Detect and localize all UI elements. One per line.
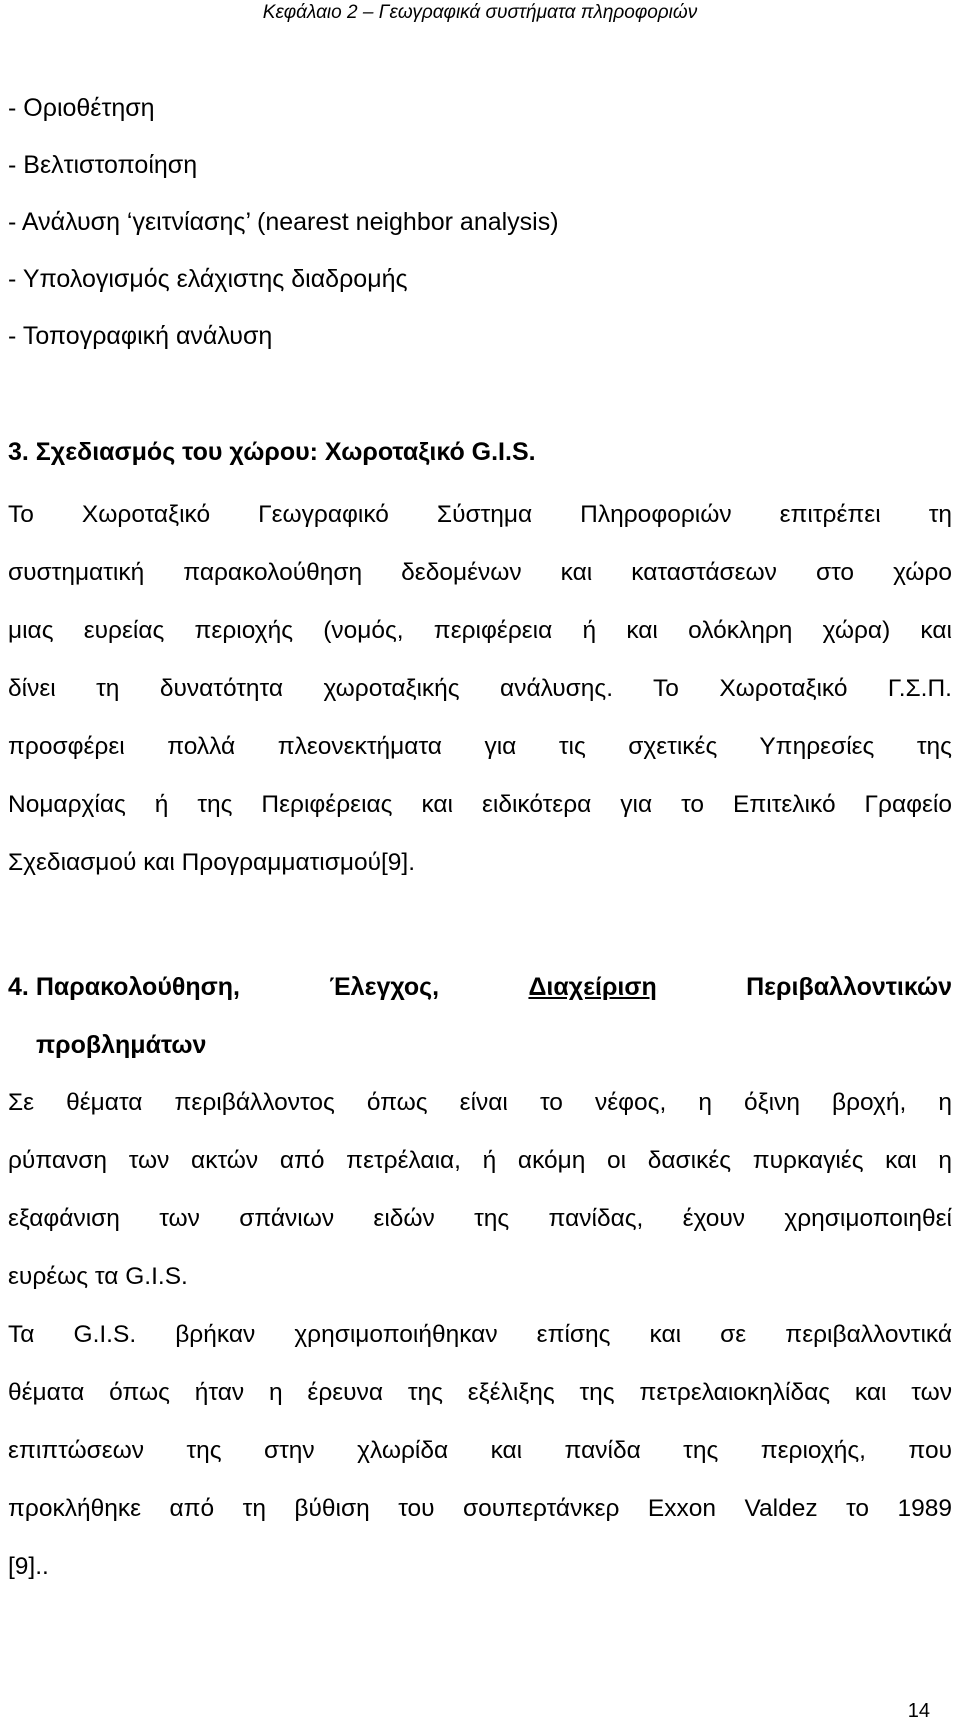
- heading-part: Διαχείριση: [528, 973, 657, 1001]
- paragraph-line: Σχεδιασμού και Προγραμματισμού[9].: [8, 849, 416, 876]
- paragraph-line: προκλήθηκε από τη βύθιση του σουπερτάνκερ Exxon Valdez το 1989: [8, 1495, 952, 1522]
- section-4-paragraph-2: [8, 1306, 952, 1596]
- paragraph-line: θέματα όπως ήταν η έρευνα της εξέλιξης της πετρελαιοκηλίδας και των: [8, 1379, 952, 1406]
- heading-part: προβλημάτων: [36, 1031, 207, 1059]
- paragraph-line: δίνει τη δυνατότητα χωροταξικής ανάλυσης. Το Χωροταξικό Γ.Σ.Π.: [8, 675, 952, 702]
- running-header: Κεφάλαιο 2 – Γεωγραφικά συστήματα πληροφοριών: [262, 2, 698, 23]
- paragraph-line: Το Χωροταξικό Γεωγραφικό Σύστημα Πληροφοριών επιτρέπει τη: [8, 501, 952, 528]
- paragraph-line: ρύπανση των ακτών από πετρέλαια, ή ακόμη οι δασικές πυρκαγιές και η: [8, 1147, 952, 1174]
- paragraph-line: μιας ευρείας περιοχής (νομός, περιφέρεια ή και ολόκληρη χώρα) και: [8, 617, 952, 644]
- section-3-paragraph: [8, 486, 952, 892]
- paragraph-line: [9]..: [8, 1553, 49, 1580]
- list-item: - Ανάλυση ‘γειτνίασης’ (nearest neighbor analysis): [8, 208, 559, 236]
- page-number: 14: [907, 1700, 930, 1722]
- heading-part: Έλεγχος,: [329, 973, 440, 1001]
- heading-part: 4. Παρακολούθηση,: [8, 973, 240, 1001]
- paragraph-line: συστηματική παρακολούθηση δεδομένων και καταστάσεων στο χώρο: [8, 559, 952, 586]
- paragraph-line: ευρέως τα G.I.S.: [8, 1263, 188, 1290]
- section-4-paragraph-1: [8, 1074, 952, 1306]
- bullet-list: [8, 80, 948, 365]
- section-4-heading: [8, 958, 952, 1074]
- section-3-heading: 3. Σχεδιασμός του χώρου: Χωροταξικό G.I.S.: [8, 438, 536, 466]
- list-item: - Οριοθέτηση: [8, 94, 155, 122]
- paragraph-line: Σε θέματα περιβάλλοντος όπως είναι το νέφος, η όξινη βροχή, η: [8, 1089, 952, 1116]
- paragraph-line: επιπτώσεων της στην χλωρίδα και πανίδα της περιοχής, που: [8, 1437, 952, 1464]
- list-item: - Υπολογισμός ελάχιστης διαδρομής: [8, 265, 408, 293]
- paragraph-line: προσφέρει πολλά πλεονεκτήματα για τις σχετικές Υπηρεσίες της: [8, 733, 952, 760]
- paragraph-line: εξαφάνιση των σπάνιων ειδών της πανίδας, έχουν χρησιμοποιηθεί: [8, 1205, 952, 1232]
- paragraph-line: Τα G.I.S. βρήκαν χρησιμοποιήθηκαν επίσης και σε περιβαλλοντικά: [8, 1321, 952, 1348]
- list-item: - Βελτιστοποίηση: [8, 151, 198, 179]
- paragraph-line: Νομαρχίας ή της Περιφέρειας και ειδικότερα για το Επιτελικό Γραφείο: [8, 791, 952, 818]
- list-item: - Τοπογραφική ανάλυση: [8, 322, 273, 350]
- heading-part: Περιβαλλοντικών: [746, 973, 952, 1001]
